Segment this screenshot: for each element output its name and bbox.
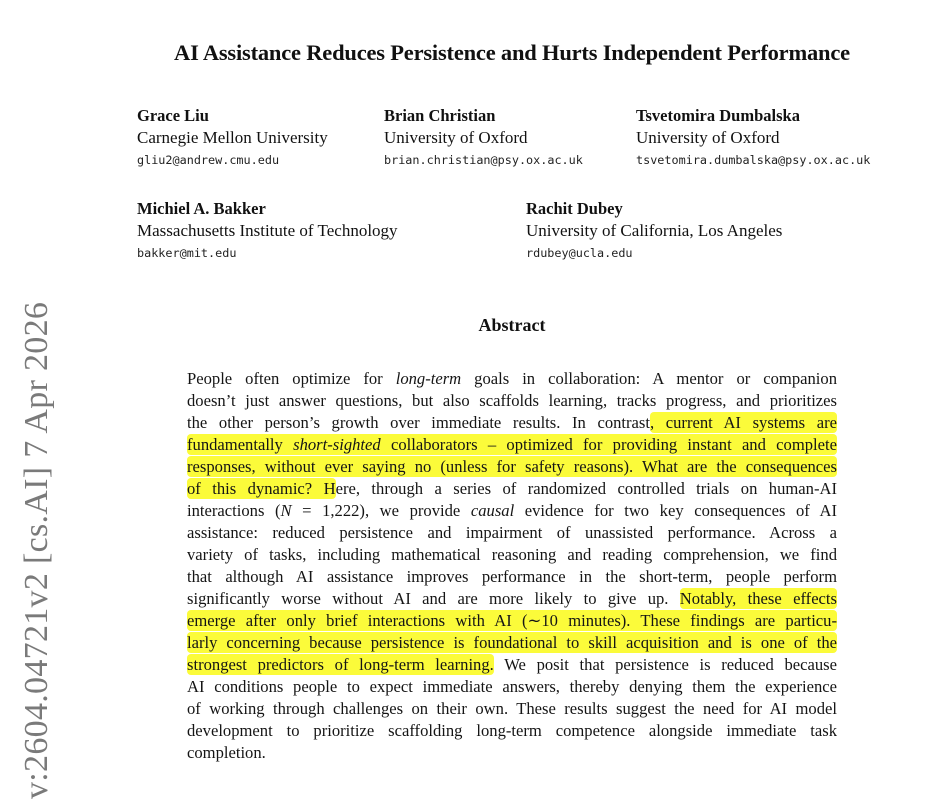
abstract-line: completion.: [187, 743, 266, 762]
author-email[interactable]: brian.christian@psy.ox.ac.uk: [384, 153, 583, 167]
emphasis-text: long-term: [395, 369, 462, 388]
arxiv-identifier-sidebar: v:2604.04721v2 [cs.AI] 7 Apr 2026: [18, 301, 55, 799]
author-name: Rachit Dubey: [526, 199, 623, 218]
author-block: [526, 198, 782, 264]
author-affiliation: University of Oxford: [384, 128, 528, 147]
abstract-line: [187, 434, 837, 456]
highlighted-text: responses, without ever saying no (unless for safety reasons). What are the consequences: [187, 457, 837, 476]
paper-title: AI Assistance Reduces Persistence and Hurts Independent Performance: [174, 40, 850, 65]
abstract-line: [187, 456, 837, 478]
author-name: Grace Liu: [137, 106, 209, 125]
abstract-line: variety of tasks, including mathematical reasoning and reading comprehension, we find: [187, 545, 837, 564]
text: the other person’s growth over immediate results. In contrast: [187, 413, 650, 432]
abstract-line: [187, 368, 837, 390]
text: fundamentally: [187, 435, 294, 454]
highlighted-text: Notably, these effects: [679, 589, 837, 608]
author-block: [137, 105, 328, 171]
text: = 1,222), we provide: [291, 501, 471, 520]
abstract-line: AI conditions people to expect immediate answers, thereby denying them the experience: [187, 677, 837, 696]
abstract-line: development to prioritize scaffolding long-term competence alongside immediate task: [187, 721, 837, 740]
author-name: Michiel A. Bakker: [137, 199, 266, 218]
abstract-line: [187, 654, 837, 676]
highlighted-text: , current AI systems are: [649, 413, 837, 432]
abstract-line: [187, 610, 837, 632]
highlighted-text: larly concerning because persistence is foundational to skill acquisition and is one of the: [187, 633, 837, 652]
author-email[interactable]: gliu2@andrew.cmu.edu: [137, 153, 280, 167]
text: goals in collaboration: A mentor or companion: [461, 369, 838, 388]
abstract-line: [187, 412, 837, 434]
abstract-line: [187, 588, 837, 610]
abstract-line: assistance: reduced persistence and impairment of unassisted performance. Across a: [187, 523, 837, 542]
author-block: [384, 105, 583, 171]
author-affiliation: Carnegie Mellon University: [137, 128, 328, 147]
abstract-heading: Abstract: [478, 315, 546, 335]
author-email[interactable]: rdubey@ucla.edu: [526, 246, 633, 260]
text: People often optimize for: [187, 369, 396, 388]
abstract-line: [187, 632, 837, 654]
text: evidence for two key consequences of AI: [514, 501, 837, 520]
text: significantly worse without AI and are more likely to give up.: [187, 589, 680, 608]
author-affiliation: Massachusetts Institute of Technology: [137, 221, 398, 240]
text: collaborators – optimized for providing instant and complete: [380, 435, 837, 454]
abstract-line: [187, 478, 837, 500]
author-affiliation: University of Oxford: [636, 128, 780, 147]
abstract-line: doesn’t just answer questions, but also scaffolds learning, tracks progress, and prioritizes: [187, 391, 837, 410]
highlighted-text: of this dynamic? H: [187, 479, 336, 498]
author-affiliation: University of California, Los Angeles: [526, 221, 783, 240]
author-email[interactable]: bakker@mit.edu: [137, 246, 237, 260]
author-block: [137, 198, 398, 264]
text: interactions (: [187, 501, 281, 520]
emphasis-text: causal: [470, 501, 515, 520]
author-block: [636, 105, 870, 171]
text: We posit that persistence is reduced because: [493, 655, 837, 674]
emphasis-text: short-sighted: [293, 435, 381, 454]
abstract-body: [187, 368, 837, 764]
abstract-line: [187, 500, 837, 522]
author-name: Tsvetomira Dumbalska: [636, 106, 800, 125]
author-email[interactable]: tsvetomira.dumbalska@psy.ox.ac.uk: [636, 153, 871, 167]
highlighted-text: [187, 434, 837, 455]
text: ere, through a series of randomized controlled trials on human-AI: [335, 479, 837, 498]
abstract-line: that although AI assistance improves performance in the short-term, people perform: [187, 567, 837, 586]
abstract-line: of working through challenges on their own. These results suggest the need for AI model: [187, 699, 837, 718]
math-variable: N: [280, 501, 292, 520]
highlighted-text: emerge after only brief interactions with AI (∼10 minutes). These findings are particu-: [187, 611, 837, 630]
author-name: Brian Christian: [384, 106, 496, 125]
highlighted-text: strongest predictors of long-term learning.: [187, 655, 494, 674]
